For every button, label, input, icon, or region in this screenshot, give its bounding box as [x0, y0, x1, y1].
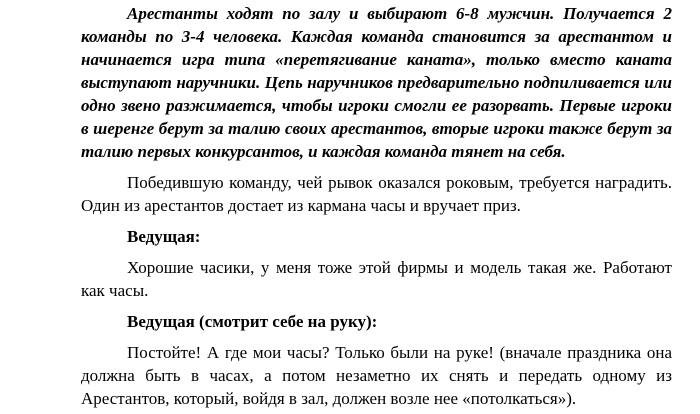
heading-speaker-host: Ведущая: — [127, 227, 201, 246]
paragraph-stage-direction: Арестанты ходят по залу и выбирают 6-8 мужчин. Получается 2 команды по 3-4 человека. Каждая команда становится за арестантом и начинается игра типа «перетягивание каната», только вместо каната выступают наручники. Цепь наручников предварительно подпиливается или одно звено разжимается, чтобы игроки смогли ее разорвать. Первые игроки в шеренге берут за талию своих арестантов, вторые игроки также берут за талию первых конкурсантов, и каждая команда тянет на себя. — [81, 4, 672, 161]
paragraph-narration: Победившую команду, чей рывок оказался роковым, требуется наградить. Один из арестантов достает из кармана часы и вручает приз. — [81, 173, 672, 215]
heading-speaker-host-looks-at-hand: Ведущая (смотрит себе на руку): — [127, 312, 378, 331]
paragraph-dialogue-host: Хорошие часики, у меня тоже этой фирмы и модель такая же. Работают как часы. — [81, 258, 672, 300]
paragraph-dialogue-host-2: Постойте! А где мои часы? Только были на руке! (вначале праздника она должна быть в часах, а потом незаметно их снять и передать одному из Арестантов, который, войдя в зал, должен возле нее «потолкаться»). — [81, 343, 672, 408]
document-content — [81, 2, 672, 410]
